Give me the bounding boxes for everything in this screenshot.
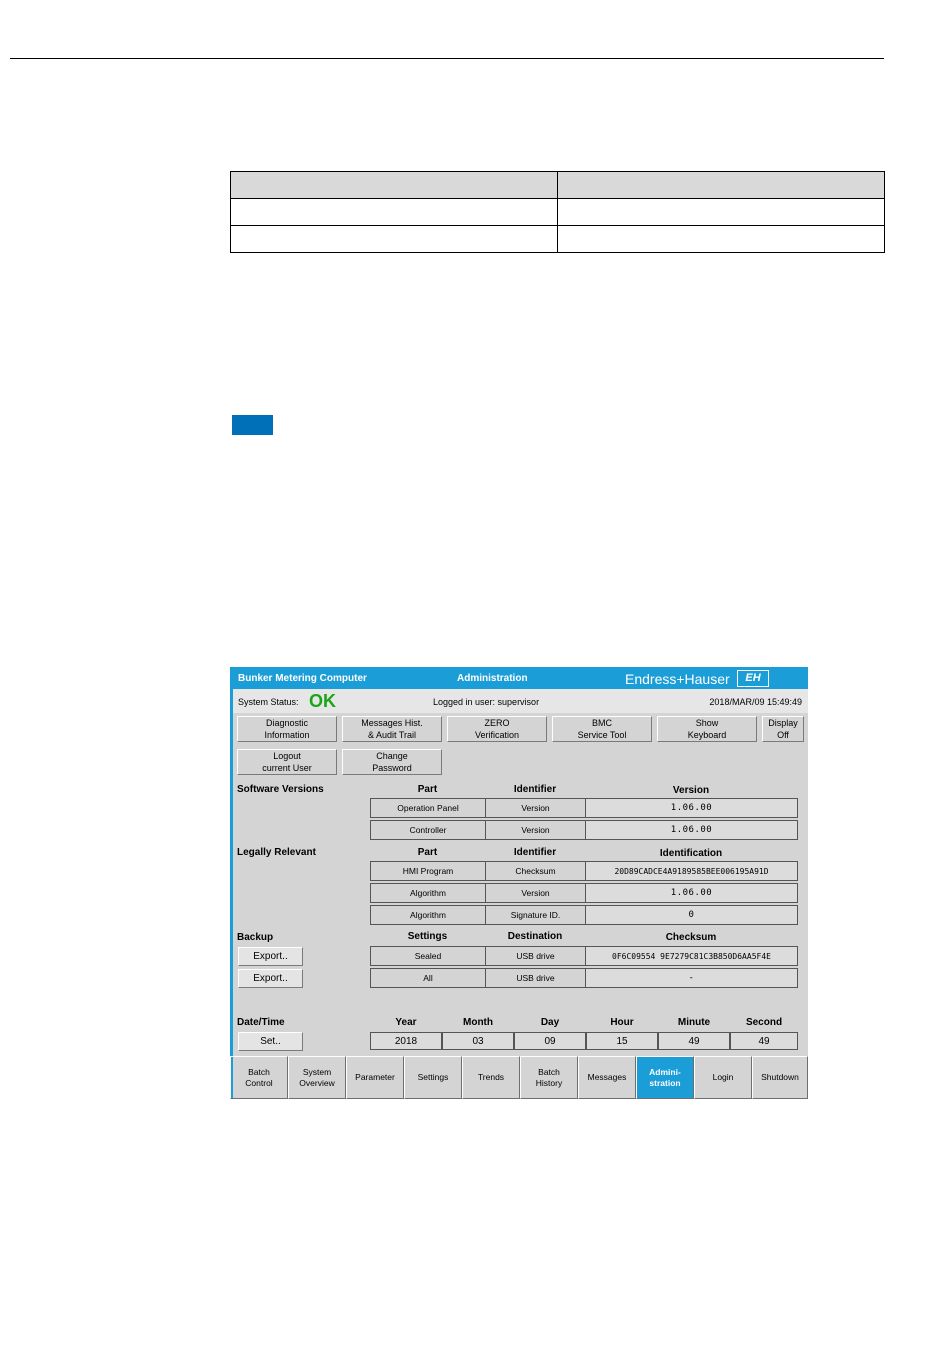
brand-name: Endress+Hauser [625, 671, 730, 687]
table-cell [231, 199, 558, 226]
table-cell [558, 226, 885, 253]
column-header: Version [672, 785, 710, 796]
messages-history-button[interactable]: Messages Hist. & Audit Trail [342, 716, 442, 742]
column-header: Part [417, 847, 438, 858]
nav-system-overview[interactable]: System Overview [288, 1056, 346, 1099]
logged-in-user: Logged in user: supervisor [433, 697, 540, 707]
table-cell: 0 [585, 905, 798, 925]
nav-trends[interactable]: Trends [462, 1056, 520, 1099]
zero-verification-button[interactable]: ZERO Verification [447, 716, 547, 742]
table-cell: USB drive [485, 946, 586, 966]
table-cell: All [370, 968, 486, 988]
table-cell: 1.06.00 [585, 798, 798, 818]
column-header: Identifier [513, 784, 557, 795]
nav-parameter[interactable]: Parameter [346, 1056, 404, 1099]
column-header: Checksum [665, 932, 717, 943]
backup-label: Backup [237, 932, 274, 943]
export-sealed-button[interactable]: Export.. [238, 947, 303, 966]
column-header: Hour [610, 1017, 634, 1028]
logout-button[interactable]: Logout current User [237, 749, 337, 775]
set-datetime-button[interactable]: Set.. [238, 1032, 303, 1051]
table-cell: - [585, 968, 798, 988]
nav-batch-history[interactable]: Batch History [520, 1056, 578, 1099]
column-header: Identification [659, 848, 723, 859]
datetime-label: Date/Time [237, 1017, 285, 1028]
nav-batch-control[interactable]: Batch Control [230, 1056, 288, 1099]
current-datetime: 2018/MAR/09 15:49:49 [709, 697, 802, 707]
table-cell: Controller [370, 820, 486, 840]
table-cell: 1.06.00 [585, 820, 798, 840]
nav-administration[interactable]: Admini- stration [636, 1056, 694, 1099]
nav-login[interactable]: Login [694, 1056, 752, 1099]
column-header: Year [395, 1017, 417, 1028]
table-cell: Version [485, 883, 586, 903]
brand-logo-icon: EH [737, 670, 769, 687]
table-cell: 20D89CADCE4A9189585BEE006195A91D [585, 861, 798, 881]
empty-table [230, 171, 885, 253]
column-header: Month [463, 1017, 493, 1028]
minute-field: 49 [658, 1032, 730, 1050]
table-cell: HMI Program [370, 861, 486, 881]
legally-relevant-label: Legally Relevant [237, 847, 316, 858]
table-cell: Version [485, 820, 586, 840]
tip-marker [232, 415, 273, 435]
column-header: Part [417, 784, 438, 795]
export-all-button[interactable]: Export.. [238, 969, 303, 988]
status-bar [233, 689, 808, 713]
column-header: Destination [507, 931, 563, 942]
hour-field: 15 [586, 1032, 658, 1050]
column-header: Settings [407, 931, 448, 942]
header-rule [10, 58, 884, 59]
title-bar [233, 667, 808, 689]
table-cell [231, 226, 558, 253]
display-off-button[interactable]: Display Off [762, 716, 804, 742]
diagnostic-information-button[interactable]: Diagnostic Information [237, 716, 337, 742]
table-header-cell [558, 172, 885, 199]
table-cell: Checksum [485, 861, 586, 881]
table-cell: USB drive [485, 968, 586, 988]
hmi-screen [230, 667, 808, 1099]
change-password-button[interactable]: Change Password [342, 749, 442, 775]
table-cell: Signature ID. [485, 905, 586, 925]
table-cell: Version [485, 798, 586, 818]
bmc-service-tool-button[interactable]: BMC Service Tool [552, 716, 652, 742]
table-header-cell [231, 172, 558, 199]
day-field: 09 [514, 1032, 586, 1050]
system-status-label: System Status: [238, 697, 299, 707]
year-field: 2018 [370, 1032, 442, 1050]
table-cell: Sealed [370, 946, 486, 966]
nav-settings[interactable]: Settings [404, 1056, 462, 1099]
page-title: Administration [457, 673, 528, 684]
show-keyboard-button[interactable]: Show Keyboard [657, 716, 757, 742]
second-field: 49 [730, 1032, 798, 1050]
table-cell: 0F6C09554 9E7279C81C3B850D6AA5F4E [585, 946, 798, 966]
month-field: 03 [442, 1032, 514, 1050]
column-header: Second [745, 1017, 783, 1028]
app-title: Bunker Metering Computer [238, 673, 367, 684]
column-header: Minute [677, 1017, 711, 1028]
table-cell: 1.06.00 [585, 883, 798, 903]
table-cell: Algorithm [370, 905, 486, 925]
table-cell: Algorithm [370, 883, 486, 903]
nav-messages[interactable]: Messages [578, 1056, 636, 1099]
system-status-value: OK [309, 691, 336, 711]
nav-shutdown[interactable]: Shutdown [752, 1056, 808, 1099]
table-cell: Operation Panel [370, 798, 486, 818]
column-header: Identifier [513, 847, 557, 858]
column-header: Day [540, 1017, 560, 1028]
bottom-nav [233, 1056, 808, 1099]
software-versions-label: Software Versions [237, 784, 324, 795]
table-cell [558, 199, 885, 226]
